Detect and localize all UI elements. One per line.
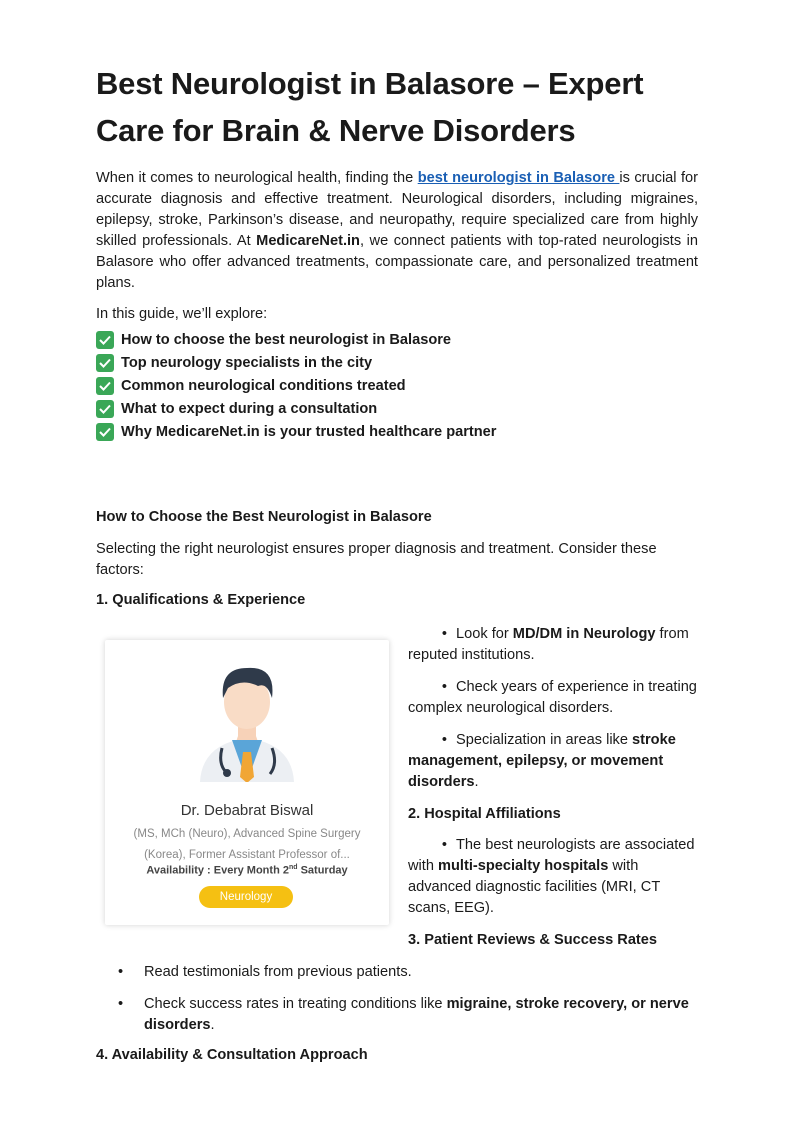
bold-text: MD/DM in Neurology (512, 626, 656, 642)
text: Look for (456, 626, 513, 642)
doctor-availability (105, 864, 389, 877)
check-mark-icon (96, 423, 114, 441)
bullet: • (118, 996, 124, 1012)
hospital-bullet (408, 835, 698, 919)
specialty-badge[interactable]: Neurology (199, 886, 293, 908)
list-item (96, 351, 698, 374)
guide-checklist (96, 328, 698, 443)
text: The best neurologists are associated with (408, 837, 695, 874)
checklist-label: How to choose the best neurologist in Balasore (121, 331, 452, 348)
check-mark-icon (96, 331, 114, 349)
text: Specialization in areas like (456, 732, 633, 748)
availability-text: Availability : Every Month 2 (146, 864, 289, 877)
checklist-label: Why MedicareNet.in is your trusted healthcare partner (121, 423, 497, 440)
intro-text-1: When it comes to neurological health, finding the (96, 170, 418, 186)
document-body (96, 60, 698, 443)
heading-availability: 4. Availability & Consultation Approach (96, 1047, 368, 1063)
list-item (96, 397, 698, 420)
text: from reputed institutions. (408, 626, 689, 663)
doctor-name: Dr. Debabrat Biswal (180, 802, 314, 819)
check-mark-icon (96, 377, 114, 395)
text: with advanced diagnostic facilities (MRI, CT scans, EEG). (408, 858, 660, 916)
section-title: How to Choose the Best Neurologist in Balasore (96, 509, 432, 525)
neurologist-link[interactable]: best neurologist in Balasore (417, 170, 620, 186)
page-title: Best Neurologist in Balasore – Expert Care for Brain & Nerve Disorders (96, 66, 644, 148)
intro-text-3: , we connect patients with top-rated neurologists in Balasore who offer advanced treatments, compassionate care, and personalized treatment plans. (96, 233, 698, 291)
doctor-card[interactable] (105, 640, 389, 925)
checklist-label: Top neurology specialists in the city (121, 354, 373, 371)
check-mark-icon (96, 354, 114, 372)
checklist-label: What to expect during a consultation (121, 400, 378, 417)
checklist-label: Common neurological conditions treated (121, 377, 406, 394)
list-item (96, 420, 698, 443)
qual-bullet-3 (408, 730, 698, 793)
brand-name: MedicareNet.in (256, 233, 360, 249)
doctor-avatar-icon (192, 652, 302, 782)
check-mark-icon (96, 400, 114, 418)
section-intro: Selecting the right neurologist ensures proper diagnosis and treatment. Consider these factors: (96, 541, 657, 578)
guide-lead: In this guide, we’ll explore: (96, 306, 268, 322)
text (144, 994, 696, 1036)
doctor-credentials: (MS, MCh (Neuro), Advanced Spine Surgery (Korea), Former Assistant Professor of... (133, 828, 361, 861)
bullet: • (441, 679, 447, 695)
bullet: • (118, 964, 124, 980)
heading-reviews: 3. Patient Reviews & Success Rates (408, 932, 658, 948)
text: Check years of experience in treating complex neurological disorders. (408, 679, 697, 716)
availability-day: Saturday (297, 864, 348, 877)
bullet: • (441, 626, 447, 642)
list-item (96, 374, 698, 397)
text: Check success rates in treating conditions like (144, 996, 447, 1012)
review-bullet-2 (96, 994, 696, 1036)
text: . (210, 1017, 215, 1033)
bullet: • (441, 732, 447, 748)
bold-text: stroke management, epilepsy, or movement disorders (408, 732, 676, 790)
qual-bullet-1 (408, 624, 698, 666)
availability-sup: nd (288, 864, 298, 871)
heading-hospital: 2. Hospital Affiliations (408, 806, 561, 822)
heading-qualifications: 1. Qualifications & Experience (96, 592, 306, 608)
text: Read testimonials from previous patients. (144, 964, 412, 980)
intro-text-2: is crucial for accurate diagnosis and effective treatment. Neurological disorders, including migraines, epilepsy, stroke, Parkinson’s disease, and neuropathy, require specialized care from highly skilled professionals. At (96, 170, 698, 249)
qual-bullet-2 (408, 677, 698, 719)
text: . (474, 774, 479, 790)
bold-text: migraine, stroke recovery, or nerve disorders (144, 996, 689, 1033)
list-item (96, 328, 698, 351)
intro-paragraph (96, 168, 698, 294)
bold-text: multi-specialty hospitals (438, 858, 609, 874)
bullet: • (441, 837, 447, 853)
review-bullet-1 (96, 962, 696, 983)
